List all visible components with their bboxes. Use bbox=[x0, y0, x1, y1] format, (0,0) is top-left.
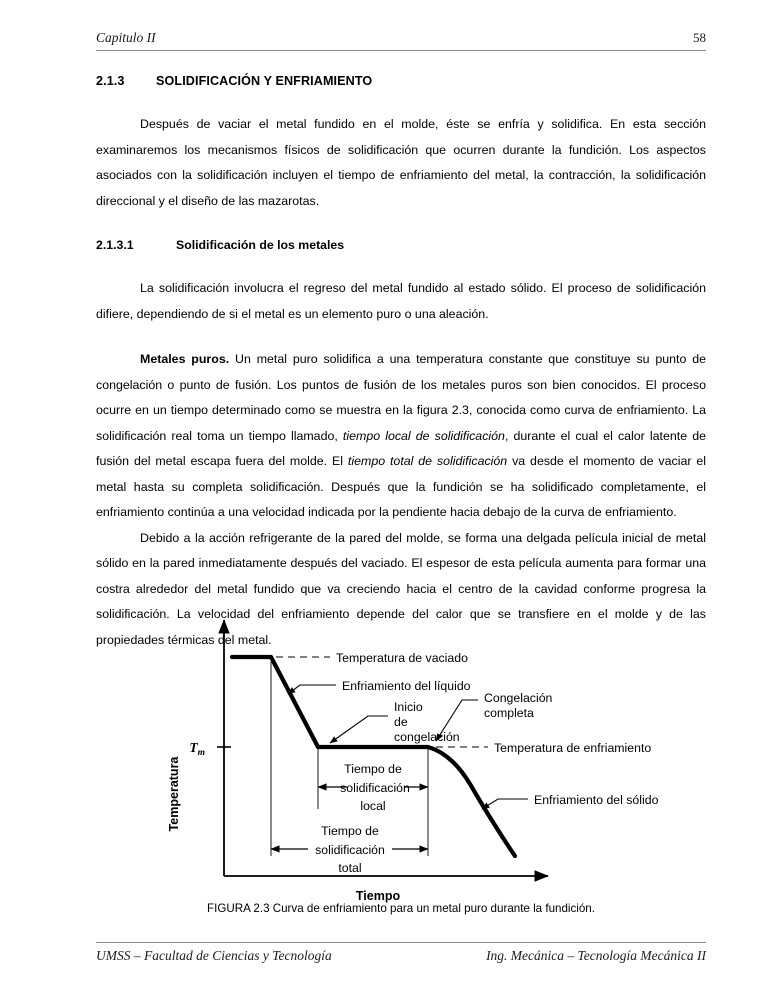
term-total-solidification-time: tiempo total de solidificación bbox=[347, 454, 508, 468]
dimension-local-solidification-time bbox=[318, 762, 428, 813]
y-axis-label: Temperatura bbox=[167, 756, 181, 832]
label-total-line3: total bbox=[338, 861, 362, 875]
label-solid-cooling: Enfriamiento del sólido bbox=[534, 793, 659, 807]
paragraph-solidification: La solidificación involucra el regreso del metal fundido al estado sólido. El proceso de solidificación difiere, dependiendo de si el metal es un elemento puro o una aleación. bbox=[96, 281, 706, 321]
figure-2-3 bbox=[0, 604, 768, 934]
running-head bbox=[96, 30, 706, 46]
tm-tick-label: $T_m$ bbox=[189, 740, 205, 758]
page-number: 58 bbox=[693, 30, 706, 45]
paragraph-pure-metals bbox=[96, 347, 706, 526]
subsection-title: Solidificación de los metales bbox=[176, 238, 345, 252]
label-freeze-complete-line1: Congelación bbox=[484, 691, 553, 705]
section-heading-2-1-3 bbox=[96, 74, 706, 88]
footer-right: Ing. Mecánica – Tecnología Mecánica II bbox=[486, 948, 706, 963]
cooling-curve-chart bbox=[0, 604, 768, 904]
figure-caption: FIGURA 2.3 Curva de enfriamiento para un metal puro durante la fundición. bbox=[207, 902, 595, 915]
section-number: 2.1.3 bbox=[96, 74, 125, 88]
dimension-total-solidification-time bbox=[271, 824, 428, 875]
section-heading-2-1-3-1 bbox=[96, 238, 706, 252]
page-footer bbox=[96, 948, 706, 964]
label-total-line1: Tiempo de bbox=[321, 824, 379, 838]
label-freeze-start-line2: de bbox=[394, 715, 408, 729]
footer-rule bbox=[96, 942, 706, 943]
label-total-line2: solidificación bbox=[315, 843, 385, 857]
label-freeze-start-line3: congelación bbox=[394, 730, 460, 744]
p3-part-c: va desde el momento de vaciar el metal hasta su completa solidificación. Después que la fundición se ha solidificado completamente, el enfriamiento continúa a una velocidad indicada por la pendiente hacia debajo de la curva de enfriamiento. bbox=[96, 454, 706, 519]
lead-in-bold: Metales puros. bbox=[140, 352, 230, 366]
label-freeze-start-line1: Inicio bbox=[394, 700, 423, 714]
paragraph-intro: Después de vaciar el metal fundido en el molde, éste se enfría y solidifica. En esta sección examinaremos los mecanismos físicos de solidificación que ocurren durante la fundición. Los aspectos asociados con la solidificación incluyen el tiempo de enfriamiento del metal, la contracción, la solidificación direccional y el diseño de las mazarotas. bbox=[96, 117, 706, 208]
subsection-number: 2.1.3.1 bbox=[96, 238, 134, 252]
term-local-solidification-time: tiempo local de solidificación bbox=[342, 428, 505, 443]
paragraph-mold-wall: Debido a la acción refrigerante de la pared del molde, se forma una delgada película inicial de metal sólido en la pared inmediatamente después del vaciado. El espesor de esta película aumenta para formar una costra alrededor del metal fundido que va creciendo hacia el centro de la cavidad conforme progresa la solidificación. La velocidad del enfriamiento depende del calor que se transfiere en el molde y de las propiedades térmicas del metal. bbox=[96, 530, 706, 647]
solid-cooling-leader bbox=[482, 799, 528, 809]
section-title: SOLIDIFICACIÓN Y ENFRIAMIENTO bbox=[156, 74, 373, 88]
p3-part-b: , durante el cual el calor latente de fusión del metal escapa fuera del molde. El bbox=[96, 428, 707, 468]
p3-part-a: Un metal puro solidifica a una temperatura constante que constituye su punto de congelación o punto de fusión. Los puntos de fusión de los metales puros son bien conocidos. El proceso ocurre en un tiempo determinado como se muestra en la figura 2.3, conocida como curva de enfriamiento. La solidificación real toma un tiempo llamado, bbox=[96, 352, 706, 443]
footer-left: UMSS – Facultad de Ciencias y Tecnología bbox=[96, 948, 332, 963]
x-axis-label: Tiempo bbox=[355, 889, 401, 903]
liquid-cooling-leader bbox=[288, 685, 336, 694]
label-local-line1: Tiempo de bbox=[344, 762, 402, 776]
document-body bbox=[96, 60, 706, 653]
label-liquid-cooling: Enfriamiento del líquido bbox=[342, 679, 471, 693]
header-rule bbox=[96, 50, 706, 51]
label-local-line3: local bbox=[360, 799, 386, 813]
label-freeze-complete-line2: completa bbox=[484, 706, 534, 720]
label-pouring-temperature: Temperatura de vaciado bbox=[336, 651, 468, 665]
freeze-start-leader bbox=[330, 716, 388, 743]
label-cooling-temperature: Temperatura de enfriamiento bbox=[494, 741, 652, 755]
label-local-line2: solidificación bbox=[340, 781, 410, 795]
chapter-label: Capitulo II bbox=[96, 30, 156, 45]
